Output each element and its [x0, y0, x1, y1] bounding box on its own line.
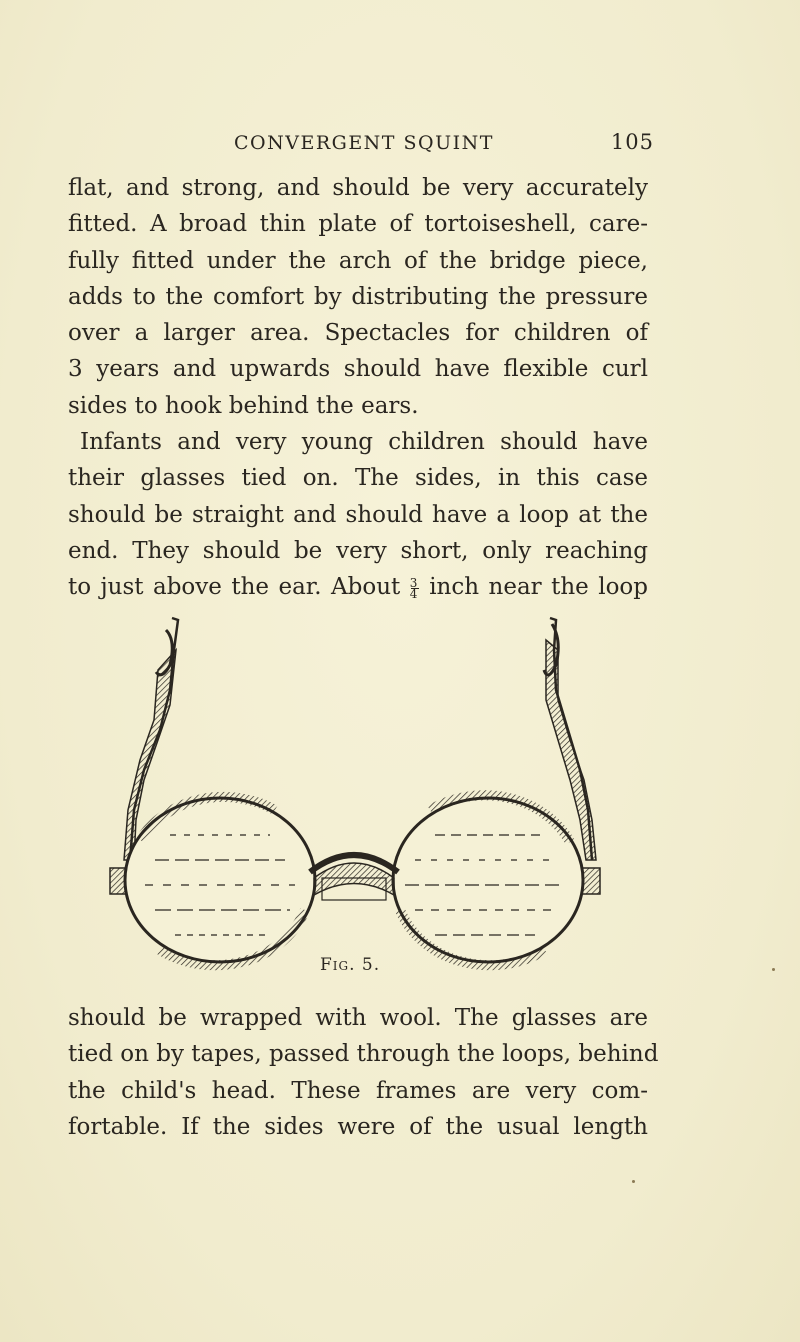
- spectacles-illustration: [100, 610, 610, 975]
- text-line: the child's head. These frames are very com-: [68, 1077, 648, 1104]
- right-lens: [393, 795, 583, 965]
- text-line: flat, and strong, and should be very accurately: [68, 175, 648, 201]
- text-line: fitted. A broad thin plate of tortoiseshell, care-: [68, 211, 648, 238]
- page-number: 105: [610, 130, 654, 154]
- text-line: should be wrapped with wool. The glasses are: [68, 1005, 648, 1031]
- bottom-paragraph: [68, 1000, 659, 1145]
- text-line: sides to hook behind the ears.: [68, 392, 419, 419]
- text-line: tied on by tapes, passed through the loops, behind: [68, 1041, 659, 1068]
- text-line: adds to the comfort by distributing the pressure: [68, 283, 648, 310]
- left-lens: [125, 797, 315, 965]
- text-line: fortable. If the sides were of the usual length: [68, 1113, 648, 1140]
- fraction-three-quarters: [409, 575, 420, 601]
- running-head: [234, 128, 654, 164]
- fraction-denominator: 4: [409, 586, 418, 601]
- text-segment: inch near the loop: [419, 574, 649, 601]
- fraction-numerator: 3: [409, 575, 418, 590]
- chapter-title: CONVERGENT SQUINT: [234, 132, 494, 154]
- bridge: [310, 855, 398, 900]
- text-line: Infants and very young children should have: [80, 429, 648, 456]
- text-line: should be straight and should have a loop at the: [68, 501, 648, 528]
- text-segment: to just above the ear. About: [68, 574, 410, 601]
- text-line-with-fraction: [68, 569, 648, 605]
- text-line: end. They should be very short, only reaching: [68, 537, 648, 564]
- text-line: over a larger area. Spectacles for children of: [68, 320, 648, 347]
- top-paragraph: [68, 170, 648, 606]
- spectacles-drawing: [100, 610, 610, 975]
- figure-caption: Fig. 5.: [320, 955, 381, 975]
- paper-speck: [772, 968, 775, 971]
- paper-speck: [632, 1180, 635, 1183]
- text-line: their glasses tied on. The sides, in this case: [68, 465, 648, 492]
- text-line: fully fitted under the arch of the bridge piece,: [68, 247, 648, 274]
- text-line: 3 years and upwards should have flexible curl: [68, 356, 648, 383]
